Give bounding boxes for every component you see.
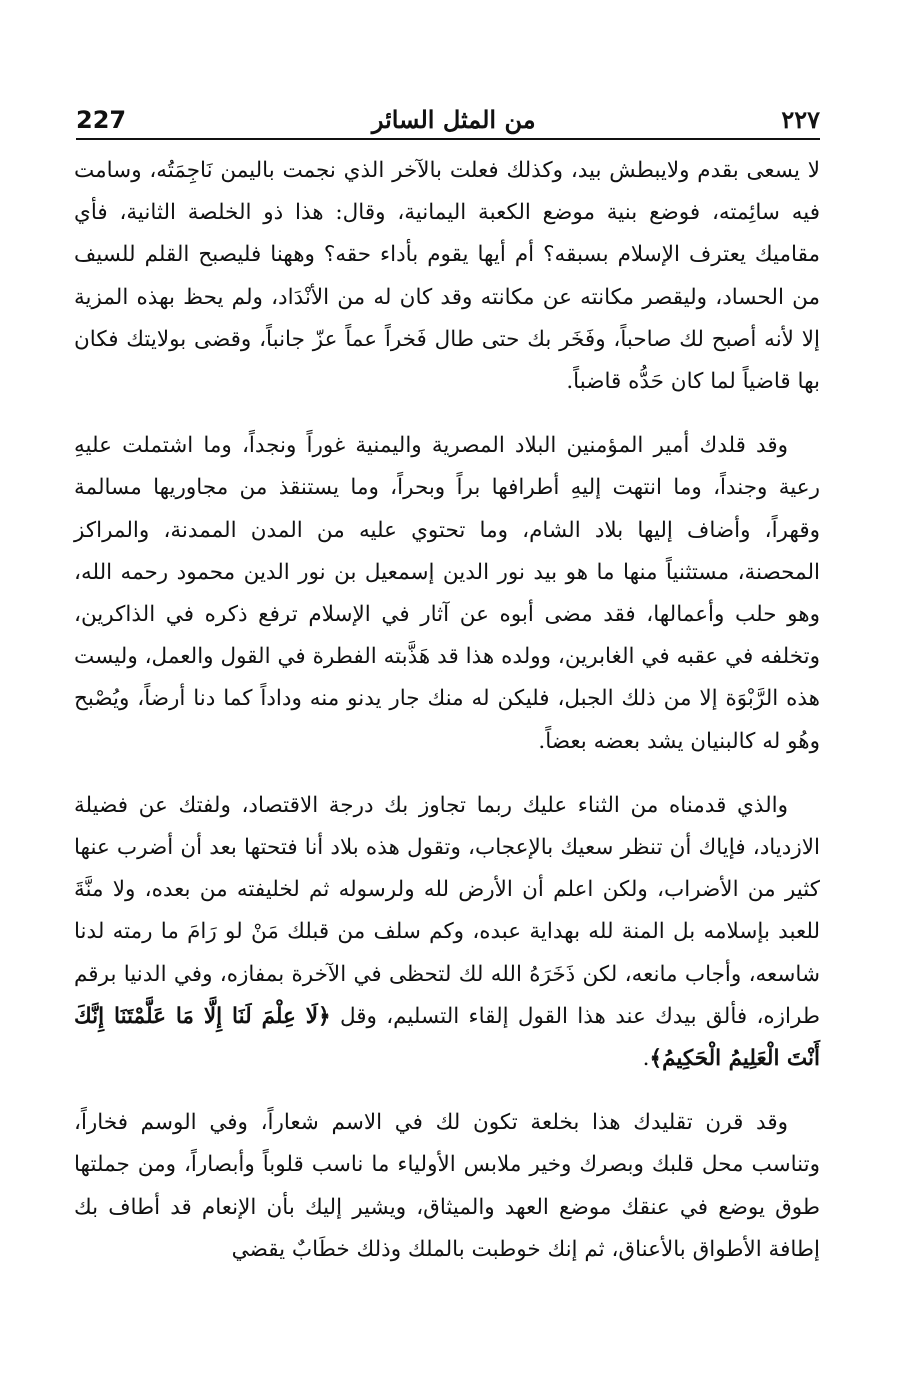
quran-quote: ﴿لَا عِلْمَ لَنَا إِلَّا مَا عَلَّمْتَنَا إِنَّكَ أَنْتَ الْعَلِيمُ الْحَكِيمُ﴾ — [74, 1003, 820, 1072]
paragraph-3 — [74, 785, 820, 1080]
paragraph-3-text: والذي قدمناه من الثناء عليك ربما تجاوز بك درجة الاقتصاد، ولفتك عن فضيلة الازدياد، فإياك أن تنظر سعيك بالإعجاب، وتقول هذه بلاد أنا فتحتها بعد أن أضرب عنها كثير من الأضراب، ولكن اعلم أن الأرض لله ولرسوله ثم لخليفته من بعده، ولا منَّةَ للعبد بإسلامه بل المنة لله بهداية عبده، وكم سلف من قبلك مَنْ لو رَامَ ما رمته لدنا شاسعه، وأجاب مانعه، لكن ذَخَرَهُ الله لك لتحظى في الآخرة بمفازه، وفي الدنيا برقم طرازه، فألق بيدك عند هذا القول إلقاء التسليم، وقل — [74, 792, 820, 1029]
body-text — [74, 150, 820, 1293]
running-title: من المثل السائر — [371, 105, 536, 134]
paragraph-2: وقد قلدك أمير المؤمنين البلاد المصرية واليمنية غوراً ونجداً، وما اشتملت عليهِ رعية وجنداً، وما انتهت إليهِ أطرافها براً وبحراً، وما يستنقذ من مجاوريها مسالمة وقهراً، وأضاف إليها بلاد الشام، وما تحتوي عليه من المدن الممدنة، والمراكز المحصنة، مستثنياً منها ما هو بيد نور الدين إسمعيل بن نور الدين محمود رحمه الله، وهو حلب وأعمالها، فقد مضى أبوه عن آثار في الإسلام ترفع ذكره في الذاكرين، وتخلفه في عقبه في الغابرين، وولده هذا قد هَذَّبته الفطرة في القول والعمل، وليست هذه الرَّبْوَة إلا من ذلك الجبل، فليكن له منك جار يدنو منه وداداً كما دنا أرضاً، ويُصْبح وهُو له كالبنيان يشد بعضه بعضاً. — [74, 433, 820, 754]
page-number-latin: 227 — [76, 106, 127, 134]
running-header — [76, 92, 820, 140]
paragraph-1: لا يسعى بقدم ولايبطش بيد، وكذلك فعلت بالآخر الذي نجمت باليمن نَاجِمَتُه، وسامت فيه سائِمته، فوضع بنية موضع الكعبة اليمانية، وقال: هذا ذو الخلصة الثانية، فأي مقاميك يعترف الإسلام بسبقه؟ أم أيها يقوم بأداء حقه؟ وههنا فليصبح القلم للسيف من الحساد، وليقصر مكانته عن مكانته وقد كان له من الأنْدَاد، ولم يحظ بهذه المزية إلا لأنه أصبح لك صاحباً، وفَخَر بك حتى طال فَخراً عماً عزّ جانباً، وقضى بولايتك فكان بها قاضياً لما كان حَدُّه قاضباً. — [74, 158, 820, 395]
quran-end-punctuation: . — [642, 1046, 650, 1072]
paragraph-4: وقد قرن تقليدك هذا بخلعة تكون لك في الاسم شعاراً، وفي الوسم فخاراً، وتناسب محل قلبك وبصرك وخير ملابس الأولياء ما ناسب قلوباً وأبصاراً، ومن جملتها طوق يوضع في عنقك موضع العهد والميثاق، ويشير إليك بأن الإنعام قد أطاف بك إطافة الأطواق بالأعناق، ثم إنك خوطبت بالملك وذلك خطَابٌ يقضي — [74, 1110, 820, 1262]
page-number-arabic: ٢٢٧ — [781, 105, 820, 134]
